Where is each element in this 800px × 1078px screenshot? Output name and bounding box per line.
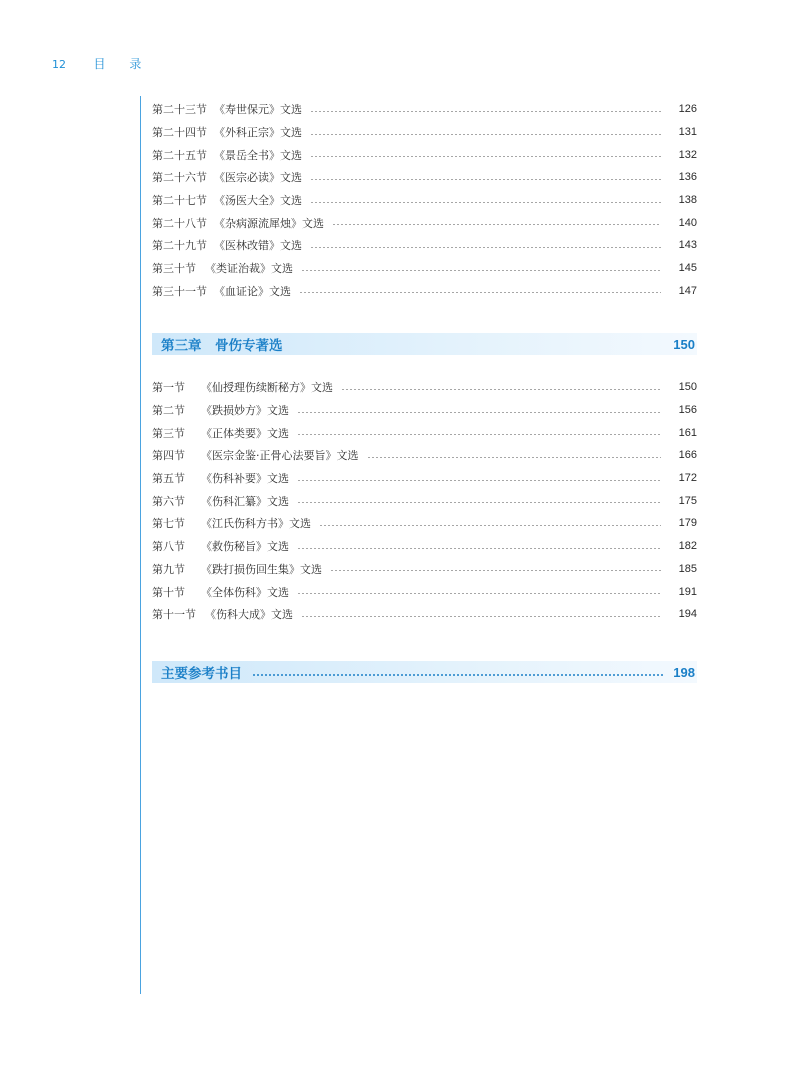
- toc-entry-label: [152, 283, 291, 299]
- leader-dots: [330, 570, 661, 571]
- toc-entry-label: [152, 260, 293, 276]
- leader-dots: [332, 224, 661, 225]
- toc-entry[interactable]: [152, 512, 697, 535]
- toc-entry-number: 第五节: [152, 472, 185, 486]
- toc-entry-label: [152, 515, 311, 531]
- toc-entry-title: 《江氏伤科方书》文选: [201, 517, 311, 531]
- toc-entry-label: [152, 606, 293, 622]
- toc-entry-page: 179: [678, 517, 697, 530]
- toc-entry-title: 《汤医大全》文选: [214, 194, 302, 208]
- leader-dots: [341, 389, 661, 390]
- references-heading[interactable]: [152, 661, 697, 683]
- leader-dots: [297, 502, 661, 503]
- toc-entry-page: 191: [678, 585, 697, 598]
- toc-entry-title: 《医宗金鉴·正骨心法要旨》文选: [201, 449, 359, 463]
- toc-entry[interactable]: [152, 121, 697, 144]
- toc-entry[interactable]: [152, 535, 697, 558]
- toc-entry-label: [152, 447, 359, 463]
- toc-entry[interactable]: [152, 280, 697, 303]
- toc-entry-number: 第二节: [152, 404, 185, 418]
- toc-entry-label: [152, 147, 302, 163]
- toc-entry-title: 《寿世保元》文选: [214, 103, 302, 117]
- toc-entry-page: 194: [678, 608, 697, 621]
- toc-entry-number: 第二十七节: [152, 194, 207, 208]
- toc-entry-label: [152, 584, 289, 600]
- toc-entry-page: 150: [678, 381, 697, 394]
- toc-entry[interactable]: [152, 189, 697, 212]
- toc-entry-label: [152, 169, 302, 185]
- leader-dots: [297, 434, 661, 435]
- toc-entry-label: [152, 470, 289, 486]
- toc-entry-number: 第二十八节: [152, 216, 207, 230]
- toc-entry-number: 第二十六节: [152, 171, 207, 185]
- page-number: 12: [52, 58, 66, 71]
- toc-entry[interactable]: [152, 98, 697, 121]
- running-title: 目 录: [93, 57, 152, 71]
- toc-entry-number: 第十节: [152, 585, 185, 599]
- toc-entry-number: 第三节: [152, 426, 185, 440]
- toc-entry[interactable]: [152, 489, 697, 512]
- toc-entry-page: 138: [678, 194, 697, 207]
- toc-entry-title: 《跌损妙方》文选: [201, 404, 289, 418]
- toc-entry-label: [152, 493, 289, 509]
- toc-entry-number: 第一节: [152, 381, 185, 395]
- toc-entry-number: 第七节: [152, 517, 185, 531]
- toc-entry[interactable]: [152, 166, 697, 189]
- leader-dots: [310, 111, 661, 112]
- toc-entry-title: 《伤科汇纂》文选: [201, 494, 289, 508]
- toc-entry-number: 第六节: [152, 494, 185, 508]
- toc-entry[interactable]: [152, 444, 697, 467]
- toc-entry-title: 《血证论》文选: [214, 284, 291, 298]
- toc-entry-page: 147: [678, 284, 697, 297]
- toc-entry-page: 143: [678, 239, 697, 252]
- toc-entry-page: 172: [678, 472, 697, 485]
- toc-entry-page: 132: [678, 148, 697, 161]
- toc-entry-label: [152, 237, 302, 253]
- leader-dots: [310, 134, 661, 135]
- toc-entry[interactable]: [152, 580, 697, 603]
- leader-dots: [310, 179, 661, 180]
- toc-entry[interactable]: [152, 257, 697, 280]
- toc-entry-page: 185: [678, 562, 697, 575]
- toc-section-list-2: [152, 376, 697, 626]
- toc-entry[interactable]: [152, 558, 697, 581]
- toc-entry-number: 第三十节: [152, 262, 196, 276]
- toc-entry-label: [152, 192, 302, 208]
- toc-entry-title: 《景岳全书》文选: [214, 148, 302, 162]
- toc-entry[interactable]: [152, 603, 697, 626]
- toc-entry-number: 第二十三节: [152, 103, 207, 117]
- toc-entry-page: 145: [678, 262, 697, 275]
- toc-entry-number: 第二十五节: [152, 148, 207, 162]
- toc-entry-title: 《杂病源流犀烛》文选: [214, 216, 324, 230]
- toc-entry-page: 126: [678, 103, 697, 116]
- toc-entry-number: 第二十九节: [152, 239, 207, 253]
- toc-entry-number: 第九节: [152, 562, 185, 576]
- leader-dots: [297, 548, 661, 549]
- toc-entry-page: 131: [678, 126, 697, 139]
- chapter-heading[interactable]: [152, 333, 697, 355]
- toc-entry-title: 《救伤秘旨》文选: [201, 540, 289, 554]
- toc-entry-title: 《跌打损伤回生集》文选: [201, 562, 322, 576]
- toc-entry-page: 161: [678, 426, 697, 439]
- toc-entry-title: 《类证治裁》文选: [205, 262, 293, 276]
- chapter-page-number: 150: [673, 336, 695, 352]
- toc-entry-number: 第八节: [152, 540, 185, 554]
- toc-entry[interactable]: [152, 399, 697, 422]
- toc-entry[interactable]: [152, 467, 697, 490]
- toc-entry-number: 第二十四节: [152, 126, 207, 140]
- toc-entry-title: 《正体类要》文选: [201, 426, 289, 440]
- leader-dots: [301, 616, 661, 617]
- toc-entry-page: 175: [678, 494, 697, 507]
- leader-dots: [297, 480, 661, 481]
- chapter-title: 第三章 骨伤专著选: [161, 338, 283, 354]
- references-title: 主要参考书目: [161, 666, 242, 682]
- toc-entry-page: 140: [678, 216, 697, 229]
- toc-entry-page: 136: [678, 171, 697, 184]
- toc-entry-label: [152, 101, 302, 117]
- toc-entry-page: 166: [678, 449, 697, 462]
- toc-entry-title: 《伤科大成》文选: [205, 608, 293, 622]
- toc-entry-label: [152, 215, 324, 231]
- toc-entry-title: 《医宗必读》文选: [214, 171, 302, 185]
- leader-dots: [319, 525, 661, 526]
- toc-entry-label: [152, 124, 302, 140]
- toc-entry-number: 第三十一节: [152, 284, 207, 298]
- leader-dots: [299, 292, 661, 293]
- toc-entry[interactable]: [152, 211, 697, 234]
- toc-entry-title: 《医林改错》文选: [214, 239, 302, 253]
- toc-entry-page: 156: [678, 404, 697, 417]
- page-header: [52, 55, 151, 72]
- toc-entry-number: 第四节: [152, 449, 185, 463]
- leader-dots: [252, 674, 665, 676]
- leader-dots: [297, 593, 661, 594]
- references-page-number: 198: [673, 664, 695, 680]
- leader-dots: [301, 270, 661, 271]
- toc-entry-number: 第十一节: [152, 608, 196, 622]
- toc-entry-page: 182: [678, 540, 697, 553]
- leader-dots: [310, 247, 661, 248]
- toc-entry-title: 《仙授理伤续断秘方》文选: [201, 381, 333, 395]
- toc-entry-title: 《全体伤科》文选: [201, 585, 289, 599]
- leader-dots: [310, 202, 661, 203]
- toc-entry-label: [152, 425, 289, 441]
- margin-rule: [140, 96, 141, 994]
- leader-dots: [310, 156, 661, 157]
- toc-entry-label: [152, 402, 289, 418]
- toc-entry[interactable]: [152, 234, 697, 257]
- leader-dots: [297, 412, 661, 413]
- toc-entry-title: 《外科正宗》文选: [214, 126, 302, 140]
- toc-entry-label: [152, 379, 333, 395]
- toc-entry[interactable]: [152, 421, 697, 444]
- toc-entry-label: [152, 561, 322, 577]
- toc-entry[interactable]: [152, 143, 697, 166]
- toc-section-list-1: [152, 98, 697, 302]
- toc-entry[interactable]: [152, 376, 697, 399]
- toc-entry-title: 《伤科补要》文选: [201, 472, 289, 486]
- toc-entry-label: [152, 538, 289, 554]
- leader-dots: [367, 457, 662, 458]
